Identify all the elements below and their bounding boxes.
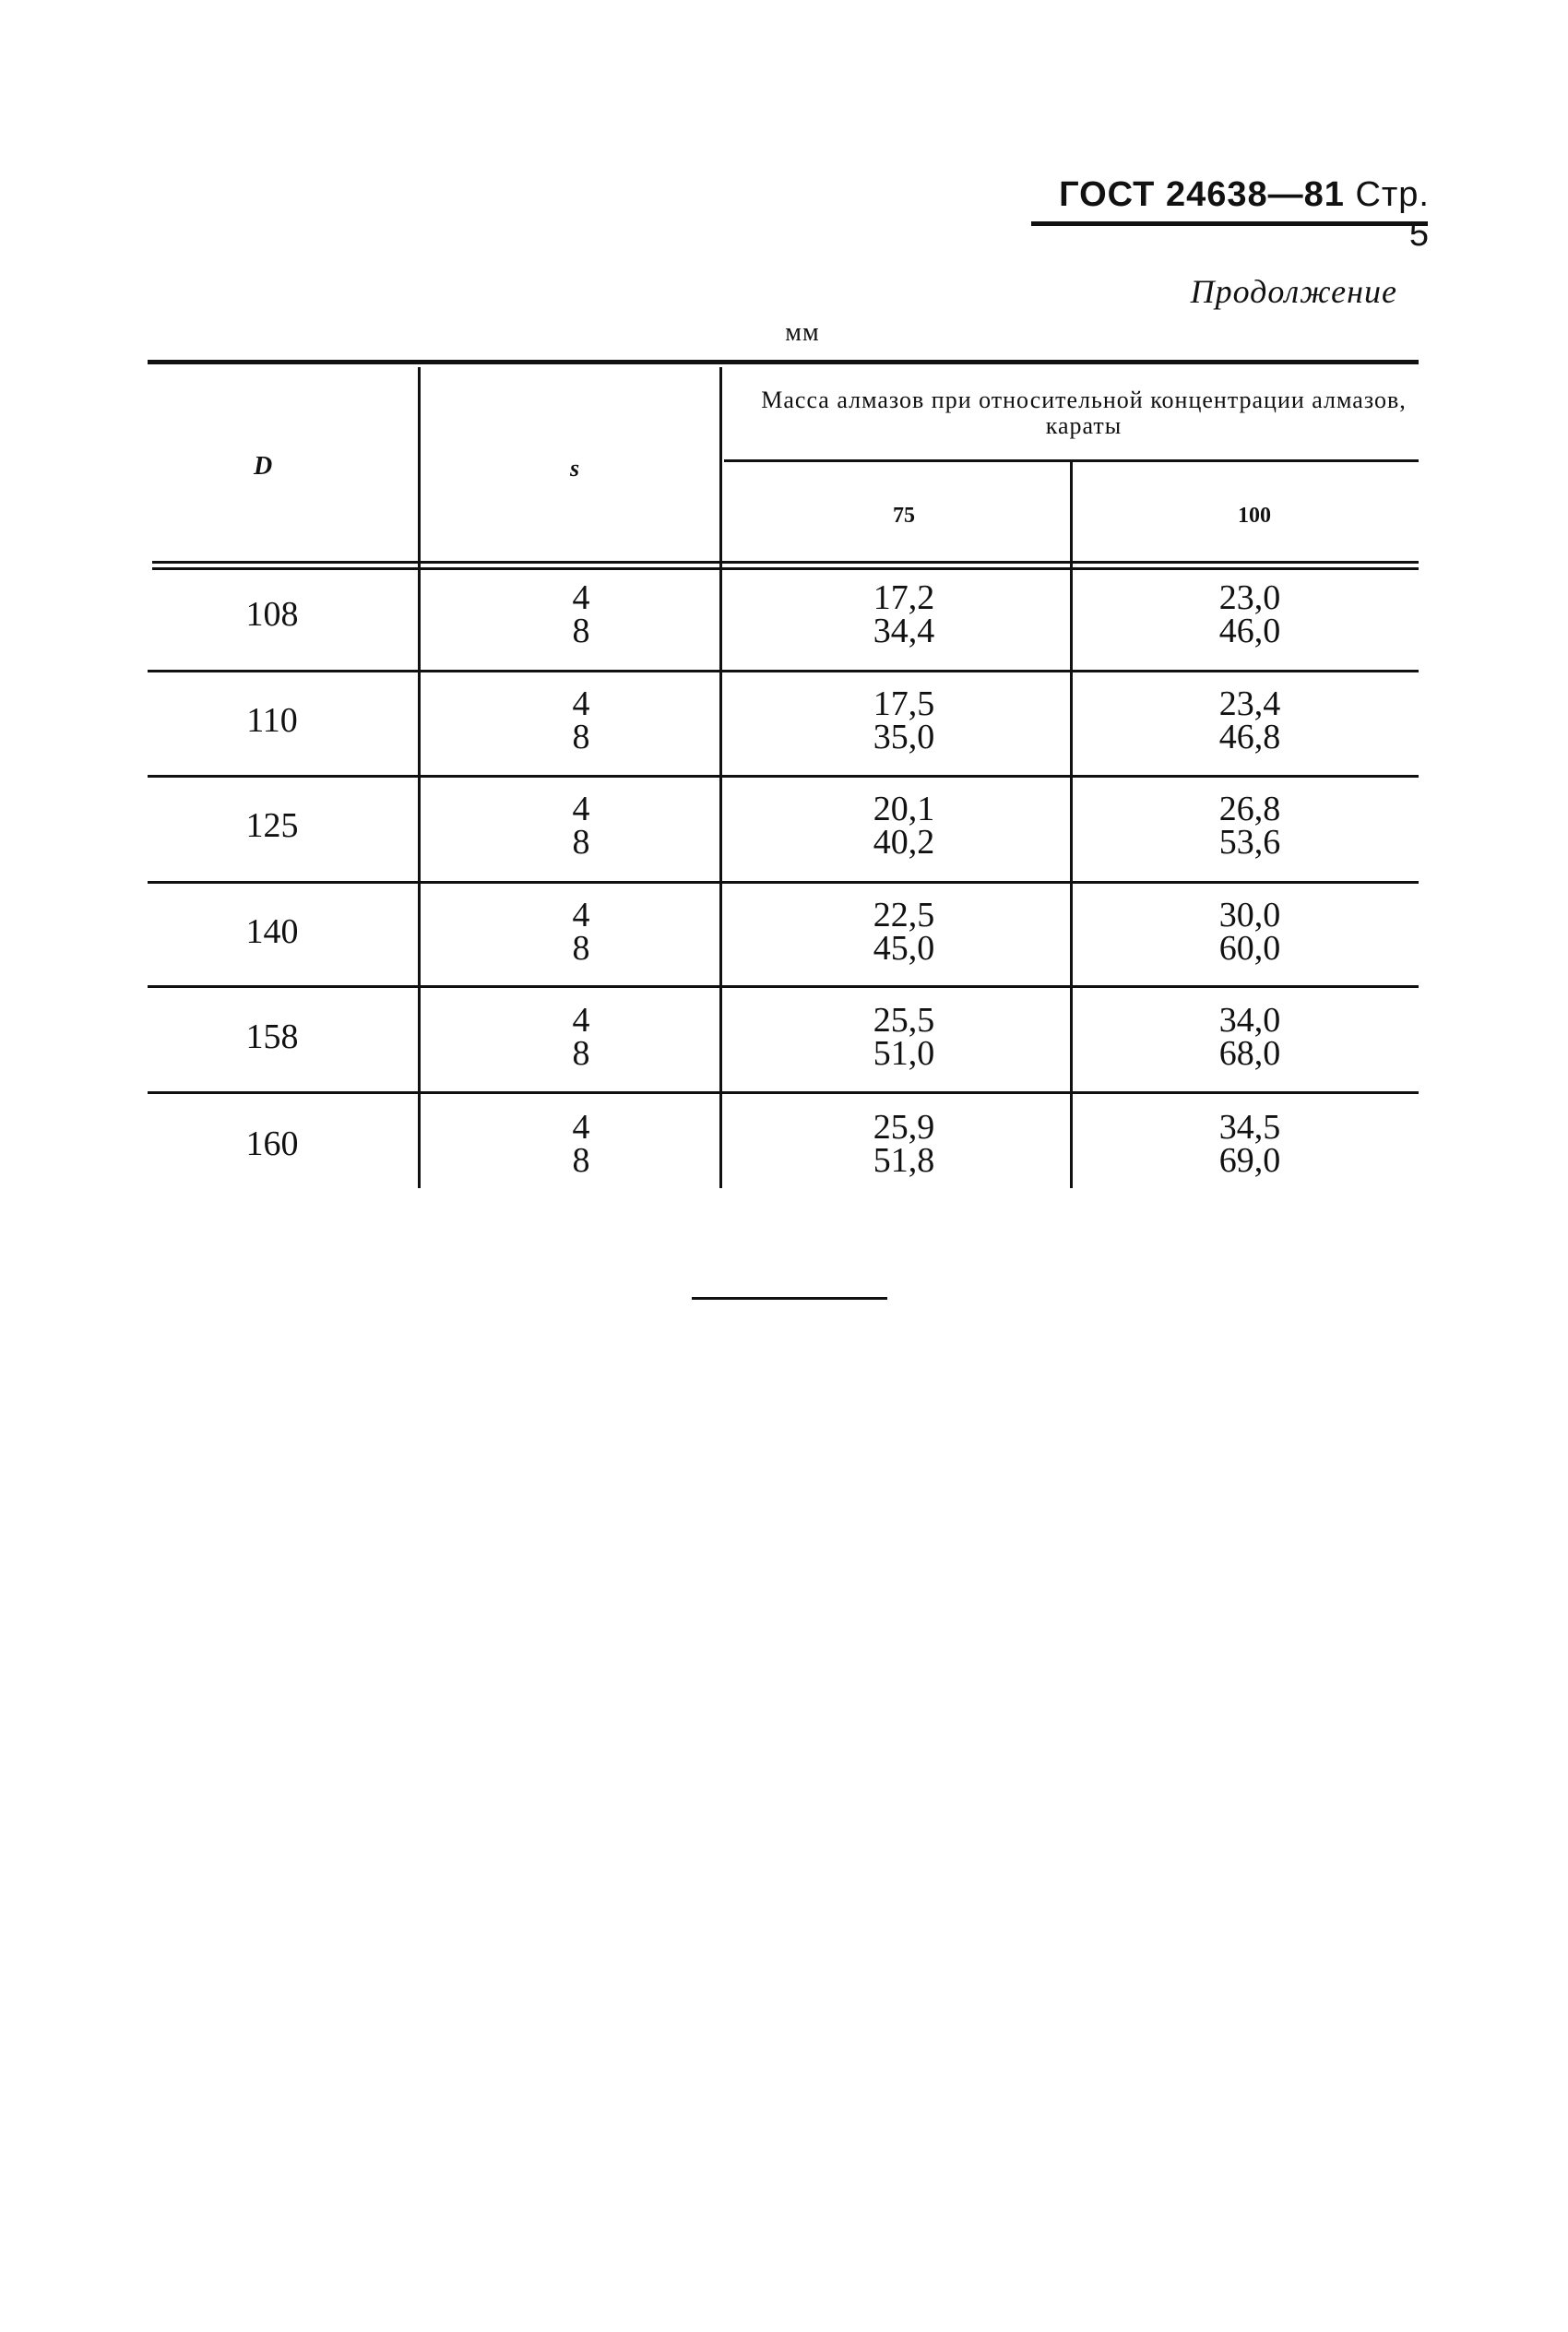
row-rule (148, 985, 1419, 988)
cell-mass-100: 30,0 60,0 (1218, 896, 1281, 968)
column-header-75: 75 (893, 504, 915, 528)
cell-d: 110 (246, 701, 298, 740)
cell-mass-75: 20,1 40,2 (873, 790, 935, 862)
header-double-rule-bottom (152, 567, 1419, 570)
column-header-100: 100 (1238, 504, 1271, 528)
cell-mass-100: 26,8 53,6 (1218, 790, 1281, 862)
cell-s: 4 8 (572, 684, 590, 756)
cell-s: 4 8 (572, 1001, 590, 1073)
cell-mass-75: 25,9 51,8 (873, 1108, 935, 1180)
column-divider-2 (719, 367, 722, 1188)
cell-d: 140 (245, 912, 299, 951)
page-number: Стр. 5 (1355, 175, 1430, 254)
page-header (1033, 175, 1430, 255)
cell-d: 108 (245, 595, 299, 634)
column-divider-1 (418, 367, 421, 1188)
cell-d: 158 (245, 1017, 299, 1056)
cell-mass-75: 17,5 35,0 (873, 684, 935, 756)
cell-s: 4 8 (572, 790, 590, 862)
column-header-s: s (570, 455, 580, 482)
units-label: мм (785, 318, 820, 347)
cell-mass-100: 23,0 46,0 (1218, 578, 1281, 650)
cell-mass-75: 17,2 34,4 (873, 578, 935, 650)
header-rule (1031, 221, 1428, 226)
cell-s: 4 8 (572, 1108, 590, 1180)
column-header-d: D (254, 452, 273, 481)
row-rule (148, 670, 1419, 672)
cell-mass-100: 34,0 68,0 (1218, 1001, 1281, 1073)
row-rule (148, 1091, 1419, 1094)
row-rule (148, 775, 1419, 778)
row-rule (148, 881, 1419, 884)
cell-d: 160 (245, 1124, 299, 1163)
cell-d: 125 (245, 806, 299, 845)
column-divider-3 (1070, 459, 1073, 1188)
cell-s: 4 8 (572, 578, 590, 650)
cell-mass-100: 23,4 46,8 (1218, 684, 1281, 756)
cell-s: 4 8 (572, 896, 590, 968)
continuation-label: Продолжение (1190, 273, 1397, 310)
cell-mass-75: 22,5 45,0 (873, 896, 935, 968)
table-top-rule (148, 360, 1419, 364)
end-of-section-rule (692, 1297, 887, 1300)
cell-mass-100: 34,5 69,0 (1218, 1108, 1281, 1180)
standard-number: ГОСТ 24638—81 (1059, 175, 1345, 214)
header-double-rule-top (152, 561, 1419, 564)
cell-mass-75: 25,5 51,0 (873, 1001, 935, 1073)
column-group-header: Масса алмазов при относительной концентрации алмазов, караты (761, 387, 1407, 439)
